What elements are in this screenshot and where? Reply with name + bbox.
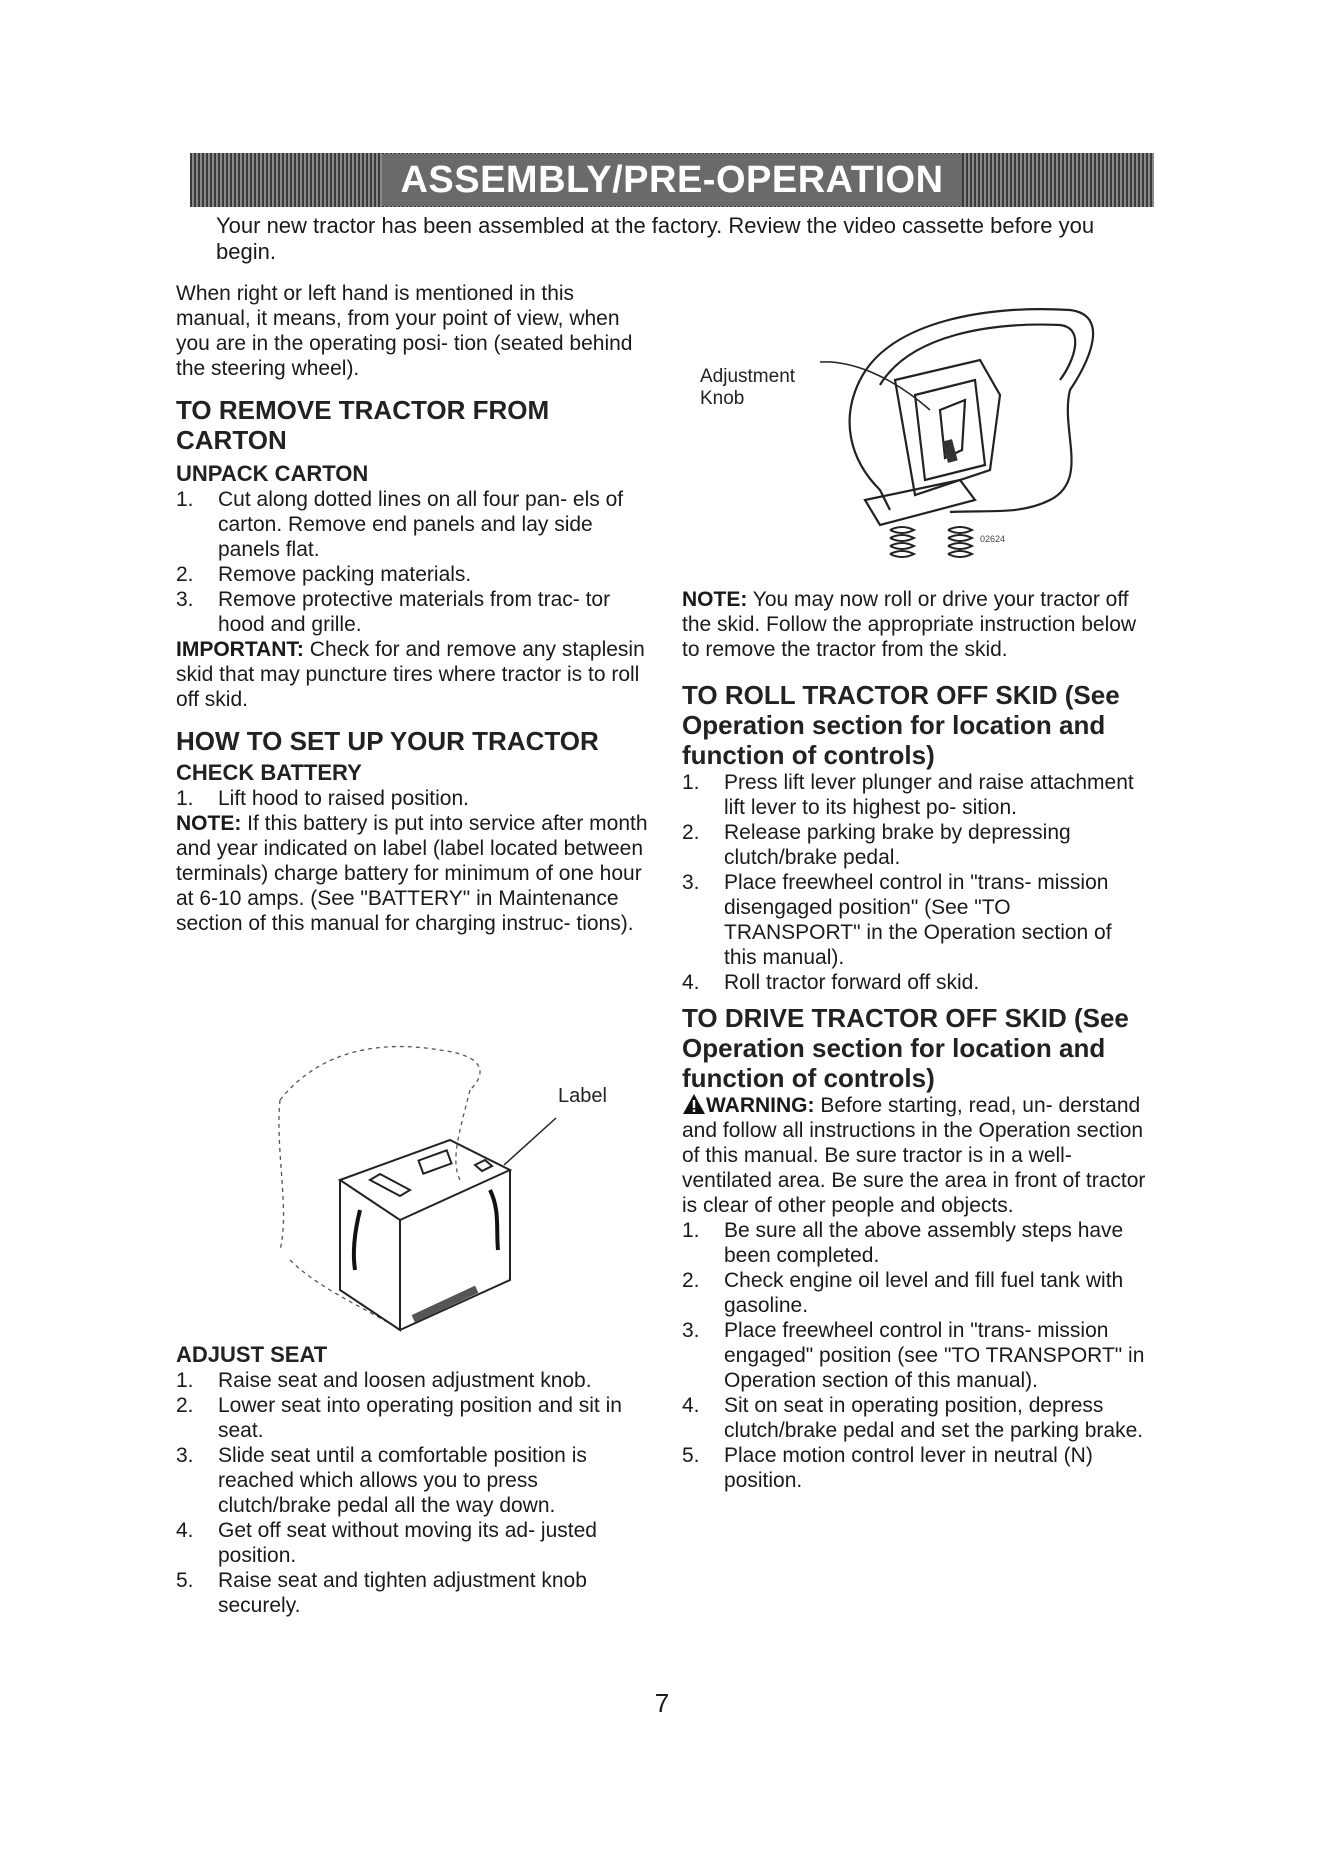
step-number: 1. xyxy=(176,1369,194,1392)
list-item: 1. Raise seat and loosen adjustment knob. xyxy=(176,1369,592,1392)
roll-off-skid-heading: TO ROLL TRACTOR OFF SKID (See Operation section for location and function of controls) xyxy=(682,680,1120,770)
step-number: 1. xyxy=(176,787,194,810)
adjustment-label: Adjustment xyxy=(700,366,796,387)
list-item: 2. Lower seat into operating position and sit in seat. xyxy=(176,1394,622,1442)
skid-note: NOTE: You may now roll or drive your tractor off the skid. Follow the appropriate instruction below to remove the tractor from the skid. xyxy=(682,588,1137,661)
list-item: 3. Place freewheel control in "trans- mission engaged" position (see "TO TRANSPORT" in Operation section of this manual). xyxy=(682,1319,1145,1392)
warning-paragraph: WARNING: Before starting, read, un- derstand and follow all instructions in the Operation section of this manual. Be sure tractor is in a well-ventilated area. Be sure the area in front of tractor is clear of other people and objects. xyxy=(682,1094,1146,1217)
step-number: 3. xyxy=(682,871,700,894)
drive-off-skid-heading: TO DRIVE TRACTOR OFF SKID (See Operation section for location and function of controls) xyxy=(682,1003,1129,1093)
battery-illustration xyxy=(260,1030,630,1340)
right-column xyxy=(682,587,1150,1493)
step-number: 1. xyxy=(682,1219,700,1242)
list-item: 3. Place freewheel control in "trans- mission disengaged position" (See "TO TRANSPORT" in the Operation section of this manual). xyxy=(682,871,1112,969)
adjust-seat-heading: ADJUST SEAT xyxy=(176,1342,328,1367)
adjust-seat-section xyxy=(176,1342,650,1618)
battery-note: NOTE: If this battery is put into service after month and year indicated on label (label located between terminals) charge battery for minimum of one hour at 6-10 amps. (See "BATTERY" in Maintenance section of this manual for charging instruc- tions). xyxy=(176,812,648,935)
list-item: 1. Be sure all the above assembly steps have been completed. xyxy=(682,1219,1124,1267)
battery-steps xyxy=(176,786,650,811)
check-battery-heading: CHECK BATTERY xyxy=(176,760,362,785)
list-item: 4. Get off seat without moving its ad- justed position. xyxy=(176,1519,597,1567)
knob-label: Knob xyxy=(700,388,745,409)
step-number: 1. xyxy=(682,771,700,794)
battery-label-callout: Label xyxy=(558,1085,607,1107)
step-number: 3. xyxy=(176,1444,194,1467)
warning-label: WARNING: xyxy=(706,1094,815,1117)
remove-tractor-heading: TO REMOVE TRACTOR FROM CARTON xyxy=(176,395,550,455)
note-label: NOTE: xyxy=(176,812,242,835)
important-paragraph: IMPORTANT: Check for and remove any staplesin skid that may puncture tires where tractor is to roll off skid. xyxy=(176,638,645,711)
list-item: 4. Roll tractor forward off skid. xyxy=(682,971,980,994)
list-item: 1. Press lift lever plunger and raise attachment lift lever to its highest po- sition. xyxy=(682,771,1134,819)
step-number: 4. xyxy=(176,1519,194,1542)
setup-heading: HOW TO SET UP YOUR TRACTOR xyxy=(176,726,599,756)
list-item: 1. Cut along dotted lines on all four pan- els of carton. Remove end panels and lay side panels flat. xyxy=(176,488,624,561)
step-number: 5. xyxy=(682,1444,700,1467)
figure-code: 02624 xyxy=(980,534,1006,544)
step-number: 3. xyxy=(176,588,194,611)
intro-paragraph: Your new tractor has been assembled at the factory. Review the video cassette before you begin. xyxy=(216,213,1095,264)
step-number: 4. xyxy=(682,971,700,994)
seat-illustration xyxy=(690,300,1150,580)
seat-steps xyxy=(176,1368,650,1618)
important-label: IMPORTANT: xyxy=(176,638,304,661)
drive-steps xyxy=(682,1218,1150,1493)
left-column xyxy=(176,281,650,936)
step-number: 2. xyxy=(682,1269,700,1292)
step-number: 2. xyxy=(176,1394,194,1417)
orientation-paragraph: When right or left hand is mentioned in this manual, it means, from your point of view, when you are in the operating posi- tion (seated behind the steering wheel). xyxy=(176,282,633,380)
step-number: 1. xyxy=(176,488,194,511)
list-item: 4. Sit on seat in operating position, depress clutch/brake pedal and set the parking brake. xyxy=(682,1394,1144,1442)
step-number: 2. xyxy=(682,821,700,844)
warning-icon xyxy=(682,1093,706,1115)
step-number: 2. xyxy=(176,563,194,586)
roll-steps xyxy=(682,770,1150,995)
list-item: 2. Check engine oil level and fill fuel tank with gasoline. xyxy=(682,1269,1124,1317)
step-number: 4. xyxy=(682,1394,700,1417)
step-number: 5. xyxy=(176,1569,194,1592)
section-title: ASSEMBLY/PRE-OPERATION xyxy=(382,154,961,206)
section-banner xyxy=(190,153,1154,207)
unpack-steps xyxy=(176,487,650,637)
list-item: 3. Slide seat until a comfortable position is reached which allows you to press clutch/brake pedal all the way down. xyxy=(176,1444,587,1517)
list-item: 5. Raise seat and tighten adjustment knob securely. xyxy=(176,1569,587,1617)
note-label: NOTE: xyxy=(682,588,748,611)
list-item: 2. Release parking brake by depressing clutch/brake pedal. xyxy=(682,821,1071,869)
list-item: 3. Remove protective materials from trac- tor hood and grille. xyxy=(176,588,611,636)
list-item: 5. Place motion control lever in neutral (N) position. xyxy=(682,1444,1093,1492)
list-item: 2. Remove packing materials. xyxy=(176,563,472,586)
unpack-carton-heading: UNPACK CARTON xyxy=(176,461,369,486)
page-number: 7 xyxy=(654,1688,670,1718)
step-number: 3. xyxy=(682,1319,700,1342)
list-item: 1. Lift hood to raised position. xyxy=(176,787,469,810)
